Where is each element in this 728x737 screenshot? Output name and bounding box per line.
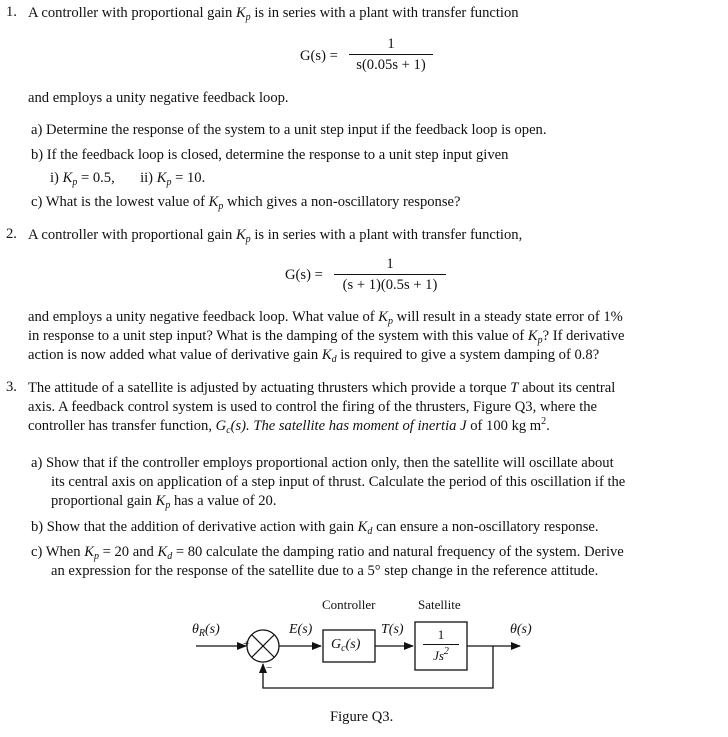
summing-junction <box>247 630 279 662</box>
q1-part-c: c) What is the lowest value of $K_p$ which gives a non-oscillatory response? <box>31 194 461 212</box>
input-label: $\theta_R(s)$ <box>192 622 220 639</box>
q1-G-fraction: 1 s(0.05s + 1) <box>349 36 433 74</box>
q3-line-2: axis. A feedback control system is used to control the firing of the thrusters, Figure Q3, where the <box>28 399 598 415</box>
q3-number: 3. <box>6 379 17 395</box>
q2-G-label: G(s) = <box>285 267 323 283</box>
q1-part-b: b) If the feedback loop is closed, determine the response to a unit step input given <box>31 147 509 163</box>
q3-part-a-line-1: a) Show that if the controller employs proportional action only, then the satellite will oscillate about <box>31 455 614 471</box>
figure-caption: Figure Q3. <box>330 709 394 725</box>
plus-sign: + <box>243 638 250 650</box>
output-label: θ(s) <box>510 622 532 637</box>
q1-intro: A controller with proportional gain $K_p$ is in series with a plant with transfer function <box>28 5 519 23</box>
q3-part-a-line-3: proportional gain $K_p$ has a value of 20. <box>51 493 277 511</box>
q2-line-2: in response to a unit step input? What is the damping of the system with this value of $K_p$? If derivative <box>28 328 625 346</box>
satellite-label: Satellite <box>418 597 461 612</box>
satellite-tf: 1 Js$^2$ <box>423 626 459 664</box>
controller-label: Controller <box>322 597 376 612</box>
error-label: E(s) <box>289 622 313 637</box>
q3-part-a-line-2: its central axis on application of a step input of thrust. Calculate the period of this oscillation if the <box>51 474 626 490</box>
q2-G-fraction: 1 (s + 1)(0.5s + 1) <box>334 256 446 294</box>
q2-line-1: and employs a unity negative feedback loop. What value of $K_p$ will result in a steady state error of 1% <box>28 309 623 327</box>
q3-part-c-line-1: c) When $K_p = 20$ and $K_d = 80$ calculate the damping ratio and natural frequency of the system. Derive <box>31 544 624 562</box>
q1-part-b-cases: i) $K_p = 0.5$, ii) $K_p = 10$. <box>50 170 206 188</box>
q3-part-c-line-2: an expression for the response of the satellite due to a 5° step change in the reference attitude. <box>51 563 599 579</box>
q3-line-3: controller has transfer function, $G_c(s)$. The satellite has moment of inertia J of 100 kg $m^2$. <box>28 416 550 436</box>
torque-label: T(s) <box>381 622 404 637</box>
q3-part-b: b) Show that the addition of derivative action with gain $K_d$ can ensure a non-oscillatory response. <box>31 519 599 537</box>
q3-line-1: The attitude of a satellite is adjusted by actuating thrusters which provide a torque T about its central <box>28 380 616 396</box>
minus-sign: − <box>266 662 273 674</box>
q2-intro: A controller with proportional gain $K_p$ is in series with a plant with transfer function, <box>28 227 523 245</box>
q1-feedback-text: and employs a unity negative feedback loop. <box>28 90 289 106</box>
controller-tf: $G_c(s)$ <box>331 637 361 654</box>
q2-number: 2. <box>6 226 17 242</box>
q1-part-a: a) Determine the response of the system to a unit step input if the feedback loop is open. <box>31 122 547 138</box>
q1-G-label: G(s) = <box>300 48 338 64</box>
q1-number: 1. <box>6 4 17 20</box>
q2-line-3: action is now added what value of derivative gain $K_d$ is required to give a system damping of 0.8? <box>28 347 600 365</box>
